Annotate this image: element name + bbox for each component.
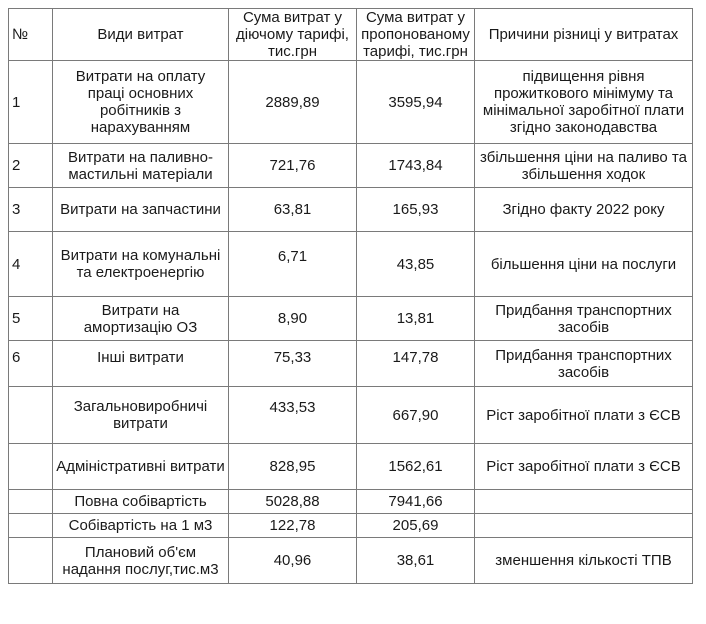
table-row xyxy=(9,490,693,514)
row-proposed-sum: 1743,84 xyxy=(357,144,475,188)
row-reason: Придбання транспортних засобів xyxy=(475,341,693,387)
row-reason: більшення ціни на послуги xyxy=(475,232,693,297)
row-num xyxy=(9,444,53,490)
header-reason: Причини різниці у витратах xyxy=(475,9,693,61)
row-cost-type: Інші витрати xyxy=(53,341,229,387)
row-proposed-sum: 165,93 xyxy=(357,188,475,232)
row-proposed-sum: 147,78 xyxy=(357,341,475,387)
row-num: 2 xyxy=(9,144,53,188)
row-current-sum: 5028,88 xyxy=(229,490,357,514)
row-reason: Згідно факту 2022 року xyxy=(475,188,693,232)
row-reason xyxy=(475,514,693,538)
row-proposed-sum: 1562,61 xyxy=(357,444,475,490)
row-proposed-sum: 38,61 xyxy=(357,538,475,584)
row-reason: збільшення ціни на паливо та збільшення ходок xyxy=(475,144,693,188)
row-num xyxy=(9,490,53,514)
row-current-sum xyxy=(229,387,357,444)
table-row xyxy=(9,188,693,232)
table-row xyxy=(9,297,693,341)
row-proposed-sum: 205,69 xyxy=(357,514,475,538)
row-current-sum: 40,96 xyxy=(229,538,357,584)
row-current-sum xyxy=(229,232,357,297)
row-current-sum: 122,78 xyxy=(229,514,357,538)
row-current-sum: 828,95 xyxy=(229,444,357,490)
row-reason xyxy=(475,490,693,514)
table-row xyxy=(9,341,693,387)
table-row xyxy=(9,232,693,297)
header-cost-type: Види витрат xyxy=(53,9,229,61)
row-proposed-sum: 13,81 xyxy=(357,297,475,341)
table-row xyxy=(9,144,693,188)
table-header-row xyxy=(9,9,693,61)
cost-comparison-table xyxy=(8,8,693,584)
row-proposed-sum: 3595,94 xyxy=(357,61,475,144)
row-cost-type: Витрати на комунальні та електроенергію xyxy=(53,232,229,297)
row-cost-type: Повна собівартість xyxy=(53,490,229,514)
row-num: 6 xyxy=(9,341,53,387)
row-current-sum: 2889,89 xyxy=(229,61,357,144)
row-proposed-sum: 667,90 xyxy=(357,387,475,444)
row-num xyxy=(9,538,53,584)
row-reason: Придбання транспортних засобів xyxy=(475,297,693,341)
row-cost-type: Витрати на запчастини xyxy=(53,188,229,232)
header-proposed-sum: Сума витрат у пропонованому тарифі, тис.грн xyxy=(357,9,475,61)
row-cost-type: Витрати на оплату праці основних робітників з нарахуванням xyxy=(53,61,229,144)
row-num: 5 xyxy=(9,297,53,341)
row-num: 4 xyxy=(9,232,53,297)
row-cost-type: Витрати на амортизацію ОЗ xyxy=(53,297,229,341)
row-num xyxy=(9,387,53,444)
row-current-sum: 75,33 xyxy=(229,341,357,387)
row-proposed-sum: 43,85 xyxy=(357,232,475,297)
row-cost-type: Витрати на паливно-мастильні матеріали xyxy=(53,144,229,188)
table-row xyxy=(9,514,693,538)
row-reason: зменшення кількості ТПВ xyxy=(475,538,693,584)
row-cost-type: Плановий об'єм надання послуг,тис.м3 xyxy=(53,538,229,584)
row-num: 1 xyxy=(9,61,53,144)
row-cost-type: Собівартість на 1 м3 xyxy=(53,514,229,538)
header-current-sum: Сума витрат у діючому тарифі, тис.грн xyxy=(229,9,357,61)
row-cost-type: Адміністративні витрати xyxy=(53,444,229,490)
row-current-sum: 8,90 xyxy=(229,297,357,341)
table-row xyxy=(9,61,693,144)
row-reason: Ріст заробітної плати з ЄСВ xyxy=(475,387,693,444)
row-reason: підвищення рівня прожиткового мінімуму та мінімальної заробітної плати згідно законодавства xyxy=(475,61,693,144)
row-num xyxy=(9,514,53,538)
row-cost-type: Загальновиробничі витрати xyxy=(53,387,229,444)
row-proposed-sum: 7941,66 xyxy=(357,490,475,514)
table-row xyxy=(9,387,693,444)
row-current-sum: 63,81 xyxy=(229,188,357,232)
row-num: 3 xyxy=(9,188,53,232)
row-current-sum-value: 6,71 xyxy=(277,247,308,265)
table-row xyxy=(9,444,693,490)
table-row xyxy=(9,538,693,584)
header-num: № xyxy=(9,9,53,61)
row-reason: Ріст заробітної плати з ЄСВ xyxy=(475,444,693,490)
row-current-sum-value: 433,53 xyxy=(269,398,316,416)
row-current-sum: 721,76 xyxy=(229,144,357,188)
